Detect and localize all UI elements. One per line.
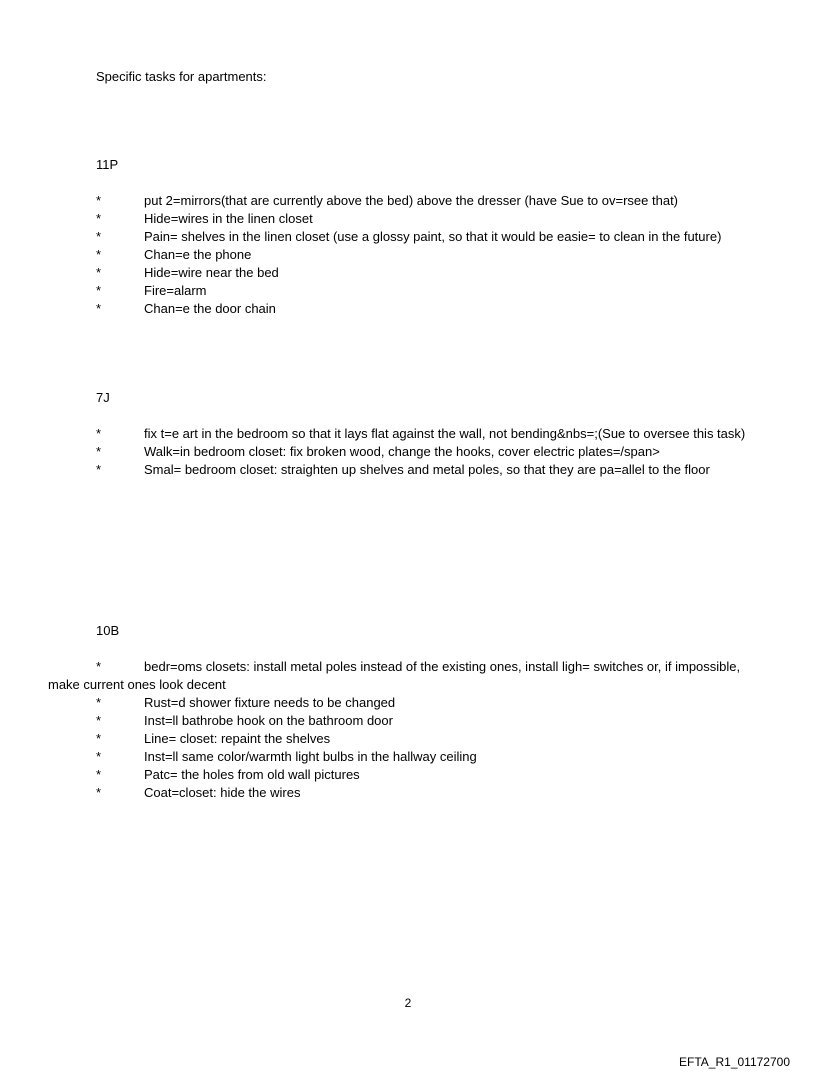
task-item — [0, 694, 816, 712]
task-item — [0, 210, 816, 228]
task-text: Inst=ll same color/warmth light bulbs in the hallway ceiling — [144, 749, 477, 764]
bullet-marker: * — [96, 301, 102, 316]
task-list — [0, 658, 816, 802]
task-text: Chan=e the door chain — [144, 301, 276, 316]
task-item — [0, 748, 816, 766]
bullet-marker: * — [96, 731, 102, 746]
task-item — [0, 443, 816, 461]
task-item — [0, 730, 816, 748]
bullet-marker: * — [96, 193, 102, 208]
task-list — [0, 192, 816, 318]
apartment-heading: 11P — [96, 157, 119, 172]
task-text: Inst=ll bathrobe hook on the bathroom door — [144, 713, 393, 728]
task-text: Coat=closet: hide the wires — [144, 785, 301, 800]
bullet-marker: * — [96, 695, 102, 710]
task-item — [0, 228, 816, 246]
task-item — [0, 425, 816, 443]
task-item — [0, 246, 816, 264]
page-number: 2 — [404, 996, 412, 1010]
bullet-marker: * — [96, 211, 102, 226]
task-item — [0, 712, 816, 730]
task-text: Smal= bedroom closet: straighten up shelves and metal poles, so that they are pa=allel to the floor — [144, 462, 710, 477]
task-text: Patc= the holes from old wall pictures — [144, 767, 360, 782]
apartment-heading: 7J — [96, 390, 110, 405]
task-text: put 2=mirrors(that are currently above the bed) above the dresser (have Sue to ov=rsee that) — [144, 193, 679, 208]
bullet-marker: * — [96, 749, 102, 764]
apartment-heading: 10B — [96, 623, 120, 638]
bullet-marker: * — [96, 444, 102, 459]
task-text: Hide=wires in the linen closet — [144, 211, 313, 226]
task-text: Pain= shelves in the linen closet (use a glossy paint, so that it would be easie= to clean in the future) — [144, 229, 722, 244]
task-text: Hide=wire near the bed — [144, 265, 279, 280]
document-id: EFTA_R1_01172700 — [679, 1055, 790, 1069]
bullet-marker: * — [96, 785, 102, 800]
task-item — [0, 282, 816, 300]
bullet-marker: * — [96, 713, 102, 728]
bullet-marker: * — [96, 426, 102, 441]
task-item — [0, 300, 816, 318]
task-text: Fire=alarm — [144, 283, 207, 298]
task-item — [0, 264, 816, 282]
task-text: Rust=d shower fixture needs to be changed — [144, 695, 396, 710]
bullet-marker: * — [96, 283, 102, 298]
task-text: Chan=e the phone — [144, 247, 252, 262]
task-item — [0, 784, 816, 802]
task-item — [0, 192, 816, 210]
document-intro: Specific tasks for apartments: — [96, 69, 267, 84]
task-text: bedr=oms closets: install metal poles instead of the existing ones, install ligh= switches or, if impossible, make current ones look decent — [48, 659, 741, 692]
task-text: Line= closet: repaint the shelves — [144, 731, 331, 746]
task-item — [0, 658, 816, 694]
task-item — [0, 461, 816, 479]
task-item — [0, 766, 816, 784]
task-text: fix t=e art in the bedroom so that it lays flat against the wall, not bending&nbs=;(Sue to oversee this task) — [144, 426, 746, 441]
bullet-marker: * — [96, 462, 102, 477]
bullet-marker: * — [96, 659, 102, 674]
bullet-marker: * — [96, 265, 102, 280]
task-list — [0, 425, 816, 479]
bullet-marker: * — [96, 767, 102, 782]
bullet-marker: * — [96, 229, 102, 244]
bullet-marker: * — [96, 247, 102, 262]
task-text: Walk=in bedroom closet: fix broken wood, change the hooks, cover electric plates=/span> — [144, 444, 660, 459]
